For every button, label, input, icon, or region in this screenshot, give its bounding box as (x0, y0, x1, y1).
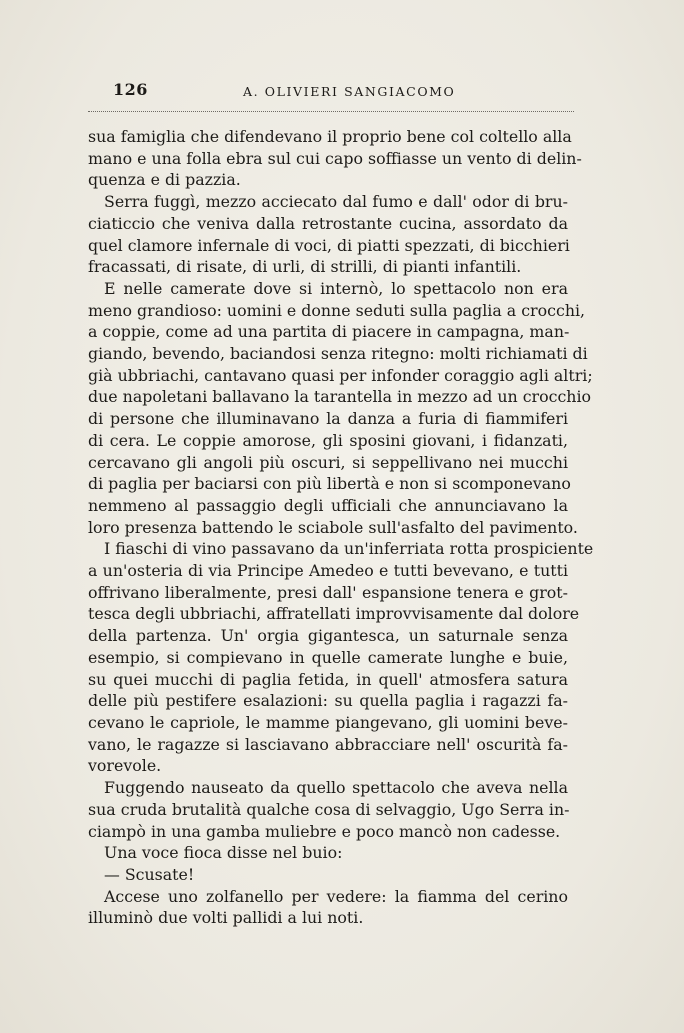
text-line: di paglia per baciarsi con più libertà e non si scomponevano (88, 474, 571, 494)
text-line: delle più pestifere esalazioni: su quella paglia i ragazzi fa- (88, 691, 568, 711)
text-line: della partenza. Un' orgia gigantesca, un saturnale senza (88, 626, 568, 646)
text-line: ciaticcio che veniva dalla retrostante cucina, assordato da (88, 213, 568, 233)
text-line: sua cruda brutalità qualche cosa di selvaggio, Ugo Serra in- (88, 799, 570, 819)
text-line: vano, le ragazze si lasciavano abbracciare nell' oscurità fa- (88, 734, 568, 754)
text-line: già ubbriachi, cantavano quasi per infonder coraggio agli altri; (88, 365, 593, 385)
text-line: nemmeno al passaggio degli ufficiali che annunciavano la (88, 495, 568, 515)
text-line: fracassati, di risate, di urli, di strilli, di pianti infantili. (88, 257, 522, 277)
text-line: I fiaschi di vino passavano da un'inferriata rotta prospiciente (104, 539, 594, 559)
text-line: Serra fuggì, mezzo acciecato dal fumo e dall' odor di bru- (104, 192, 568, 212)
text-line: meno grandioso: uomini e donne seduti sulla paglia a crocchi, (88, 300, 586, 320)
text-line: cercavano gli angoli più oscuri, si seppellivano nei mucchi (88, 452, 568, 472)
text-line: a un'osteria di via Principe Amedeo e tutti bevevano, e tutti (88, 561, 568, 581)
text-line: esempio, si compievano in quelle camerate lunghe e buie, (88, 647, 568, 667)
text-line: ciampò in una gamba muliebre e poco mancò non cadesse. (88, 821, 561, 841)
text-line: di persone che illuminavano la danza a furia di fiammiferi (88, 409, 568, 429)
header-rule (88, 111, 574, 112)
text-line: Una voce fioca disse nel buio: (104, 843, 343, 863)
text-line: tesca degli ubbriachi, affratellati improvvisamente dal dolore (88, 604, 580, 624)
text-line: sua famiglia che difendevano il proprio bene col coltello alla (88, 127, 572, 146)
text-line: loro presenza battendo le sciabole sull'asfalto del pavimento. (88, 517, 578, 537)
text-line: quel clamore infernale di voci, di piatti spezzati, di bicchieri (88, 235, 570, 255)
text-line: due napoletani ballavano la tarantella in mezzo ad un crocchio (88, 387, 592, 407)
text-line: Fuggendo nauseato da quello spettacolo che aveva nella (104, 778, 568, 798)
text-line: di cera. Le coppie amorose, gli sposini giovani, i fidanzati, (88, 430, 568, 450)
text-line: — Scusate! (104, 864, 195, 884)
running-head: A. OLIVIERI SANGIACOMO (243, 84, 456, 99)
text-line: su quei mucchi di paglia fetida, in quell' atmosfera satura (88, 669, 568, 689)
text-line: a coppie, come ad una partita di piacere in campagna, man- (88, 322, 570, 342)
text-line: vorevole. (88, 756, 162, 776)
text-line: illuminò due volti pallidi a lui noti. (88, 908, 364, 928)
text-line: Accese uno zolfanello per vedere: la fiamma del cerino (104, 886, 568, 906)
text-line: quenza e di pazzia. (88, 170, 241, 190)
text-line: giando, bevendo, baciandosi senza ritegno: molti richiamati di (88, 344, 588, 364)
text-line: offrivano liberalmente, presi dall' espansione tenera e grot- (88, 582, 568, 602)
text-line: E nelle camerate dove si internò, lo spettacolo non era (104, 278, 568, 298)
text-line: cevano le capriole, le mamme piangevano, gli uomini beve- (88, 712, 568, 732)
page-header (88, 78, 572, 108)
page-number: 126 (113, 80, 148, 99)
body-text (88, 126, 594, 929)
text-line: mano e una folla ebra sul cui capo soffiasse un vento di delin- (88, 148, 582, 168)
